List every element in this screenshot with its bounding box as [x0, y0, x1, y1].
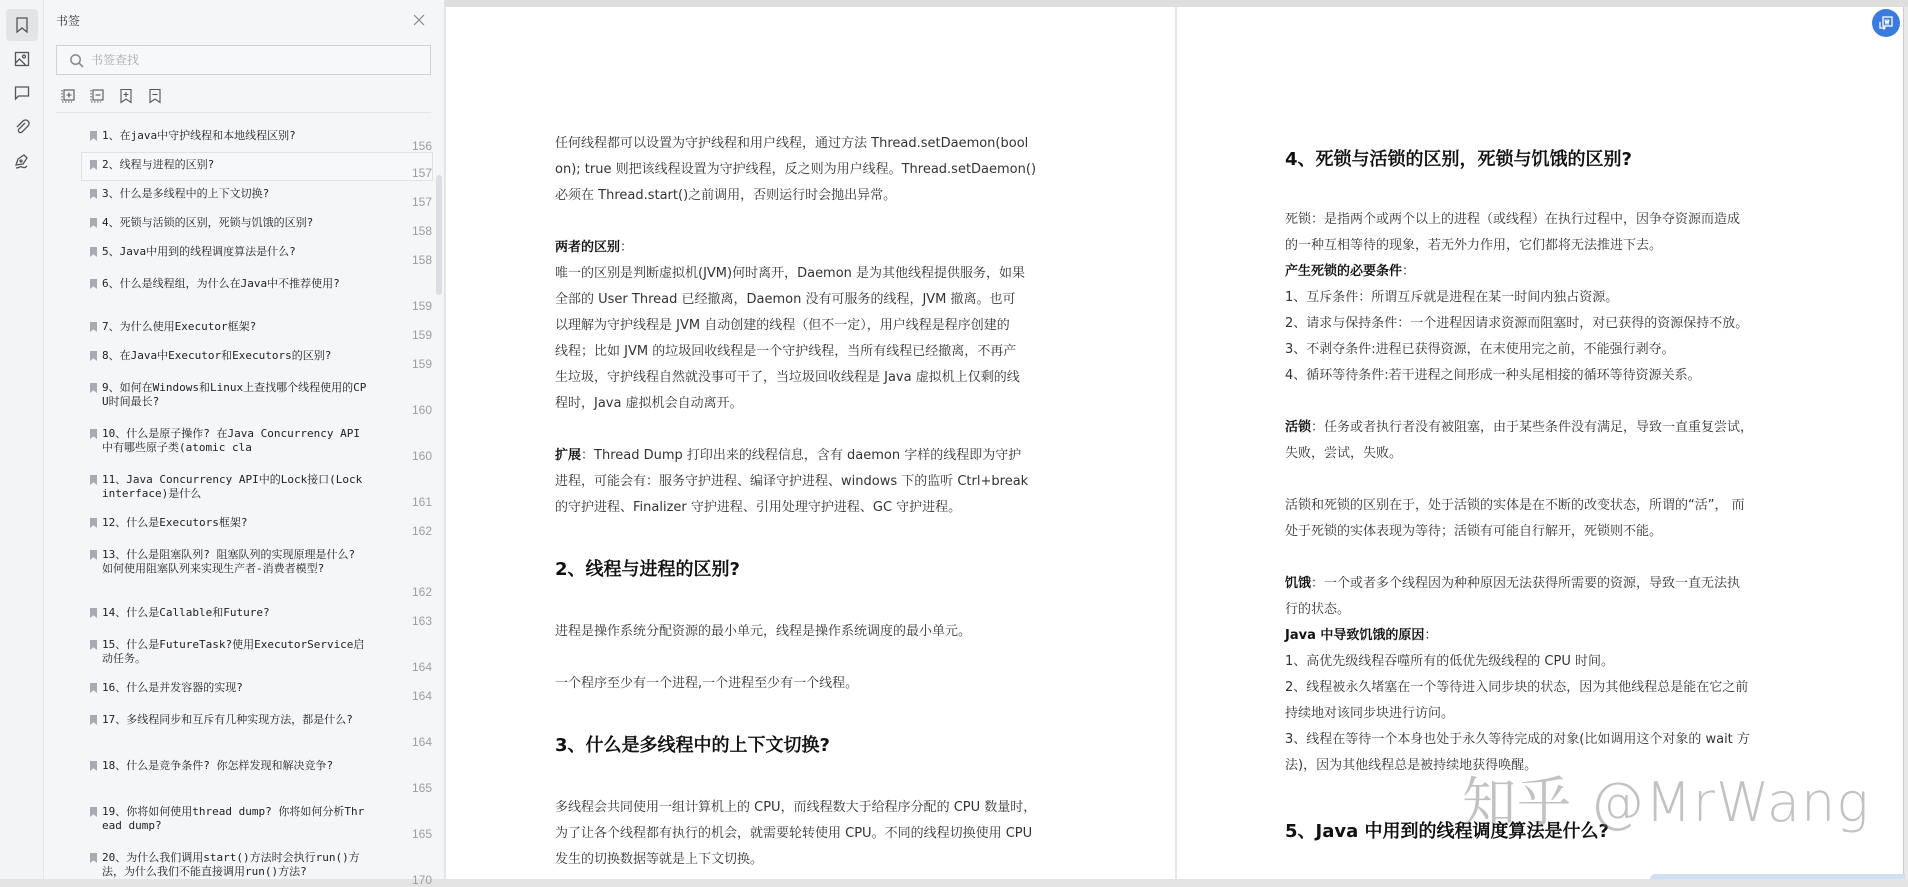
paragraph-line: 失败，尝试，失败。: [1285, 446, 1403, 461]
document-viewport: [445, 0, 1908, 879]
collapse-all-icon: [89, 88, 105, 104]
page2-content: 4、死锁与活锁的区别，死锁与饥饿的区别? 死锁：是指两个或两个以上的进程（或线程）在执行过程中，因争夺资源而造成 的一种互相等待的现象，若无外力作用，它们都将无法推进下去。 产生死锁的必要条件： 1、互斥条件：所谓互斥就是进程在某一时间内独占资源。 2、请求与保持条件：一个进程因请求资源而阻塞时，对已获得的资源保持不放。 3、不剥夺条件:进程已获得资源，在末使用完之前，不能强行剥夺。 4、循环等待条件:若干进程之间形成一种头尾相接的循环等待资源关系。 活锁：任务或者执行者没有被阻塞，由于某些条件没有满足，导致一直重复尝试， 失败，尝试，失败。 活锁和死锁的区别在于，处于活锁的实体是在不断的改变状态，所谓的“活”， 而 处于死锁的实体表现为等待；活锁有可能自行解开，死锁则不能。 饥饿：一个或者多个线程因为种种原因无法获得所需要的资源，导致一直无法执 行的状态。 Java 中导致饥饿的原因： 1、高优先级线程吞噬所有的低优先级线程的 CPU 时间。 2、线程被永久堵塞在一个等待进入同步块的状态，因为其他线程总是能在它之前 持续地对该同步块进行访问。 3、线程在等待一个本身也处于永久等待完成的对象(比如调用这个对象的 wait 方 法)，因为其他线程总是被持续地获得唤醒。 5、Java 中用到的线程调度算法是什么?: [1285, 147, 1753, 845]
bookmark-item[interactable]: 3、什么是多线程中的上下文切换? 157: [82, 180, 432, 209]
remove-bookmark-button[interactable]: [147, 88, 163, 104]
paragraph-line: 为了让各个线程都有执行的机会，就需要轮转使用 CPU。不同的线程切换使用 CPU: [555, 826, 1033, 841]
list-line: 持续地对该同步块进行访问。: [1285, 706, 1455, 721]
paragraph-line: 的守护进程、Finalizer 守护进程、引用处理守护进程、GC 守护进程。: [555, 500, 962, 515]
bookmark-item[interactable]: 7、为什么使用Executor框架? 159: [82, 313, 432, 342]
bookmark-item[interactable]: 11、Java Concurrency API中的Lock接口(Lock interface)是什么 161: [82, 463, 432, 509]
comment-icon: [13, 84, 31, 102]
list-line: 2、请求与保持条件：一个进程因请求资源而阻塞时，对已获得的资源保持不放。: [1285, 316, 1749, 331]
panel-title: 书签: [56, 14, 81, 28]
close-icon: [412, 13, 426, 27]
paragraph-line: 程时，Java 虚拟机会自动离开。: [555, 396, 743, 411]
watermark: 知乎 @MrWang: [1462, 771, 1870, 834]
paragraph-line: 唯一的区别是判断虚拟机(JVM)何时离开，Daemon 是为其他线程提供服务，如果: [555, 266, 1026, 281]
document-page-right: [1177, 7, 1904, 879]
bookmark-item[interactable]: 8、在Java中Executor和Executors的区别? 159: [82, 342, 432, 371]
bookmark-item[interactable]: 19、你将如何使用thread dump? 你将如何分析Thread dump? 165: [82, 795, 432, 841]
rail-attachment-button[interactable]: [6, 111, 38, 143]
diff-label: 两者的区别: [555, 240, 621, 255]
paragraph-line: 发生的切换数据等就是上下文切换。: [555, 852, 764, 867]
bookmark-item[interactable]: 13、什么是阻塞队列? 阻塞队列的实现原理是什么? 如何使用阻塞队列来实现生产者-消费者模型? 162: [82, 538, 432, 599]
bookmark-panel: [44, 0, 445, 887]
divider: [56, 112, 431, 113]
expand-all-button[interactable]: [60, 88, 76, 104]
list-line: 3、线程在等待一个本身也处于永久等待完成的对象(比如调用这个对象的 wait 方: [1285, 732, 1750, 747]
bookmark-list-scrollbar[interactable]: [436, 175, 442, 295]
convert-icon: [1878, 15, 1894, 31]
bookmark-item[interactable]: 10、什么是原子操作? 在Java Concurrency API中有哪些原子类(atomic cla 160: [82, 417, 432, 463]
list-line: 法)，因为其他线程总是被持续地获得唤醒。: [1285, 758, 1538, 773]
bookmark-add-icon: [118, 88, 134, 104]
rail-signature-button[interactable]: [6, 145, 38, 177]
page1-content: 任何线程都可以设置为守护线程和用户线程，通过方法 Thread.setDaemon(bool on); true 则把该线程设置为守护线程，反之则为用户线程。Thread.setDaemon() 必须在 Thread.start()之前调用，否则运行时会抛出异常。 两者的区别： 唯一的区别是判断虚拟机(JVM)何时离开，Daemon 是为其他线程提供服务，如果 全部的 User Thread 已经撤离，Daemon 没有可服务的线程，JVM 撤离。也可 以理解为守护线程是 JVM 自动创建的线程（但不一定），用户线程是程序创建的 线程；比如 JVM 的垃圾回收线程是一个守护线程，当所有线程已经撤离，不再产 生垃圾，守护线程自然就没事可干了，当垃圾回收线程是 Java 虚拟机上仅剩的线 程时，Java 虚拟机会自动离开。 扩展：Thread Dump 打印出来的线程信息，含有 daemon 字样的线程即为守护 进程，可能会有：服务守护进程、编译守护进程、windows 下的监听 Ctrl+break 的守护进程、Finalizer 守护进程、引用处理守护进程、GC 守护进程。 2、线程与进程的区别? 进程是操作系统分配资源的最小单元，线程是操作系统调度的最小单元。 一个程序至少有一个进程,一个进程至少有一个线程。 3、什么是多线程中的上下文切换? 多线程会共同使用一组计算机上的 CPU，而线程数大于给程序分配的 CPU 数量时， 为了让各个线程都有执行的机会，就需要轮转使用 CPU。不同的线程切换使用 CPU 发生的切换数据等就是上下文切换。: [555, 131, 1036, 873]
bookmark-item[interactable]: 5、Java中用到的线程调度算法是什么? 158: [82, 238, 432, 267]
rail-thumbnail-button[interactable]: [6, 43, 38, 75]
bookmark-item[interactable]: 14、什么是Callable和Future? 163: [82, 599, 432, 628]
starvation-label: 饥饿: [1285, 576, 1312, 591]
bookmark-item[interactable]: 1、在java中守护线程和本地线程区别? 156: [82, 124, 432, 153]
section-heading-5: 5、Java 中用到的线程调度算法是什么?: [1285, 821, 1609, 842]
paragraph: 进程是操作系统分配资源的最小单元，线程是操作系统调度的最小单元。: [555, 624, 972, 639]
conditions-label: 产生死锁的必要条件: [1285, 264, 1403, 279]
livelock-label: 活锁: [1285, 420, 1312, 435]
search-icon: [69, 53, 84, 68]
section-heading-4: 4、死锁与活锁的区别，死锁与饥饿的区别?: [1285, 149, 1632, 170]
paragraph-line: 处于死锁的实体表现为等待；活锁有可能自行解开，死锁则不能。: [1285, 524, 1663, 539]
bookmark-list: [44, 124, 445, 887]
list-line: 4、循环等待条件:若干进程之间形成一种头尾相接的循环等待资源关系。: [1285, 368, 1701, 383]
bookmark-toolbar: [60, 88, 163, 104]
pen-signature-icon: [13, 152, 31, 170]
rail-comment-button[interactable]: [6, 77, 38, 109]
paragraph-line: 生垃圾，守护线程自然就没事可干了，当垃圾回收线程是 Java 虚拟机上仅剩的线: [555, 370, 1020, 385]
bookmark-search-input[interactable]: [91, 53, 411, 67]
bookmark-item[interactable]: 6、什么是线程组，为什么在Java中不推荐使用? 159: [82, 267, 432, 313]
list-line: 1、高优先级线程吞噬所有的低优先级线程的 CPU 时间。: [1285, 654, 1614, 669]
viewport-top-edge: [445, 0, 1908, 7]
paragraph-line: 线程；比如 JVM 的垃圾回收线程是一个守护线程，当所有线程已经撤离，不再产: [555, 344, 1017, 359]
close-panel-button[interactable]: [412, 12, 428, 28]
list-line: 2、线程被永久堵塞在一个等待进入同步块的状态，因为其他线程总是能在它之前: [1285, 680, 1749, 695]
paragraph-line: 活锁和死锁的区别在于，处于活锁的实体是在不断的改变状态，所谓的“活”， 而: [1285, 498, 1745, 513]
document-page-left: [446, 7, 1175, 879]
paragraph-line: 的一种互相等待的现象，若无外力作用，它们都将无法推进下去。: [1285, 238, 1663, 253]
paragraph-line: 必须在 Thread.start()之前调用，否则运行时会抛出异常。: [555, 188, 897, 203]
paragraph-line: 任何线程都可以设置为守护线程和用户线程，通过方法 Thread.setDaemon(bool: [555, 136, 1029, 151]
bookmark-item[interactable]: 4、死锁与活锁的区别，死锁与饥饿的区别? 158: [82, 209, 432, 238]
list-line: 1、互斥条件：所谓互斥就是进程在某一时间内独占资源。: [1285, 290, 1619, 305]
list-line: 3、不剥夺条件:进程已获得资源，在末使用完之前，不能强行剥夺。: [1285, 342, 1675, 357]
bookmark-icon: [13, 16, 31, 34]
paragraph-line: 多线程会共同使用一组计算机上的 CPU，而线程数大于给程序分配的 CPU 数量时，: [555, 800, 1037, 815]
convert-to-word-button[interactable]: [1872, 9, 1900, 37]
causes-label: Java 中导致饥饿的原因: [1285, 628, 1425, 643]
paperclip-icon: [13, 118, 31, 136]
bookmark-remove-icon: [147, 88, 163, 104]
bookmark-item[interactable]: 20、为什么我们调用start()方法时会执行run()方法，为什么我们不能直接调用run()方法? 170: [82, 841, 432, 887]
bookmark-item[interactable]: 9、如何在Windows和Linux上查找哪个线程使用的CPU时间最长? 160: [82, 371, 432, 417]
paragraph-line: on); true 则把该线程设置为守护线程，反之则为用户线程。Thread.setDaemon(): [555, 162, 1037, 177]
bookmark-search[interactable]: [56, 45, 431, 75]
icon-rail: [0, 0, 44, 879]
paragraph-line: 行的状态。: [1285, 602, 1351, 617]
collapse-all-button[interactable]: [89, 88, 105, 104]
paragraph-line: 死锁：是指两个或两个以上的进程（或线程）在执行过程中，因争夺资源而造成: [1285, 212, 1741, 227]
image-icon: [13, 50, 31, 68]
bookmark-item[interactable]: 16、什么是并发容器的实现? 164: [82, 674, 432, 703]
bookmark-item[interactable]: 18、什么是竞争条件? 你怎样发现和解决竞争? 165: [82, 749, 432, 795]
paragraph-line: 进程，可能会有：服务守护进程、编译守护进程、windows 下的监听 Ctrl+break: [555, 474, 1029, 489]
paragraph: 一个程序至少有一个进程,一个进程至少有一个线程。: [555, 676, 859, 691]
bookmark-item-selected[interactable]: 2、线程与进程的区别? 157: [82, 153, 432, 180]
section-heading-2: 2、线程与进程的区别?: [555, 559, 740, 580]
expand-all-icon: [60, 88, 76, 104]
bottom-floating-bar[interactable]: [1650, 874, 1905, 879]
paragraph-line: 全部的 User Thread 已经撤离，Daemon 没有可服务的线程，JVM 撤离。也可: [555, 292, 1016, 307]
add-bookmark-button[interactable]: [118, 88, 134, 104]
bookmark-item[interactable]: 15、什么是FutureTask?使用ExecutorService启动任务。 164: [82, 628, 432, 674]
bookmark-item[interactable]: 12、什么是Executors框架? 162: [82, 509, 432, 538]
rail-bookmark-button[interactable]: [6, 9, 38, 41]
extension-label: 扩展: [555, 448, 582, 463]
paragraph-line: 以理解为守护线程是 JVM 自动创建的线程（但不一定），用户线程是程序创建的: [555, 318, 1010, 333]
bookmark-item[interactable]: 17、多线程同步和互斥有几种实现方法，都是什么? 164: [82, 703, 432, 749]
section-heading-3: 3、什么是多线程中的上下文切换?: [555, 735, 830, 756]
